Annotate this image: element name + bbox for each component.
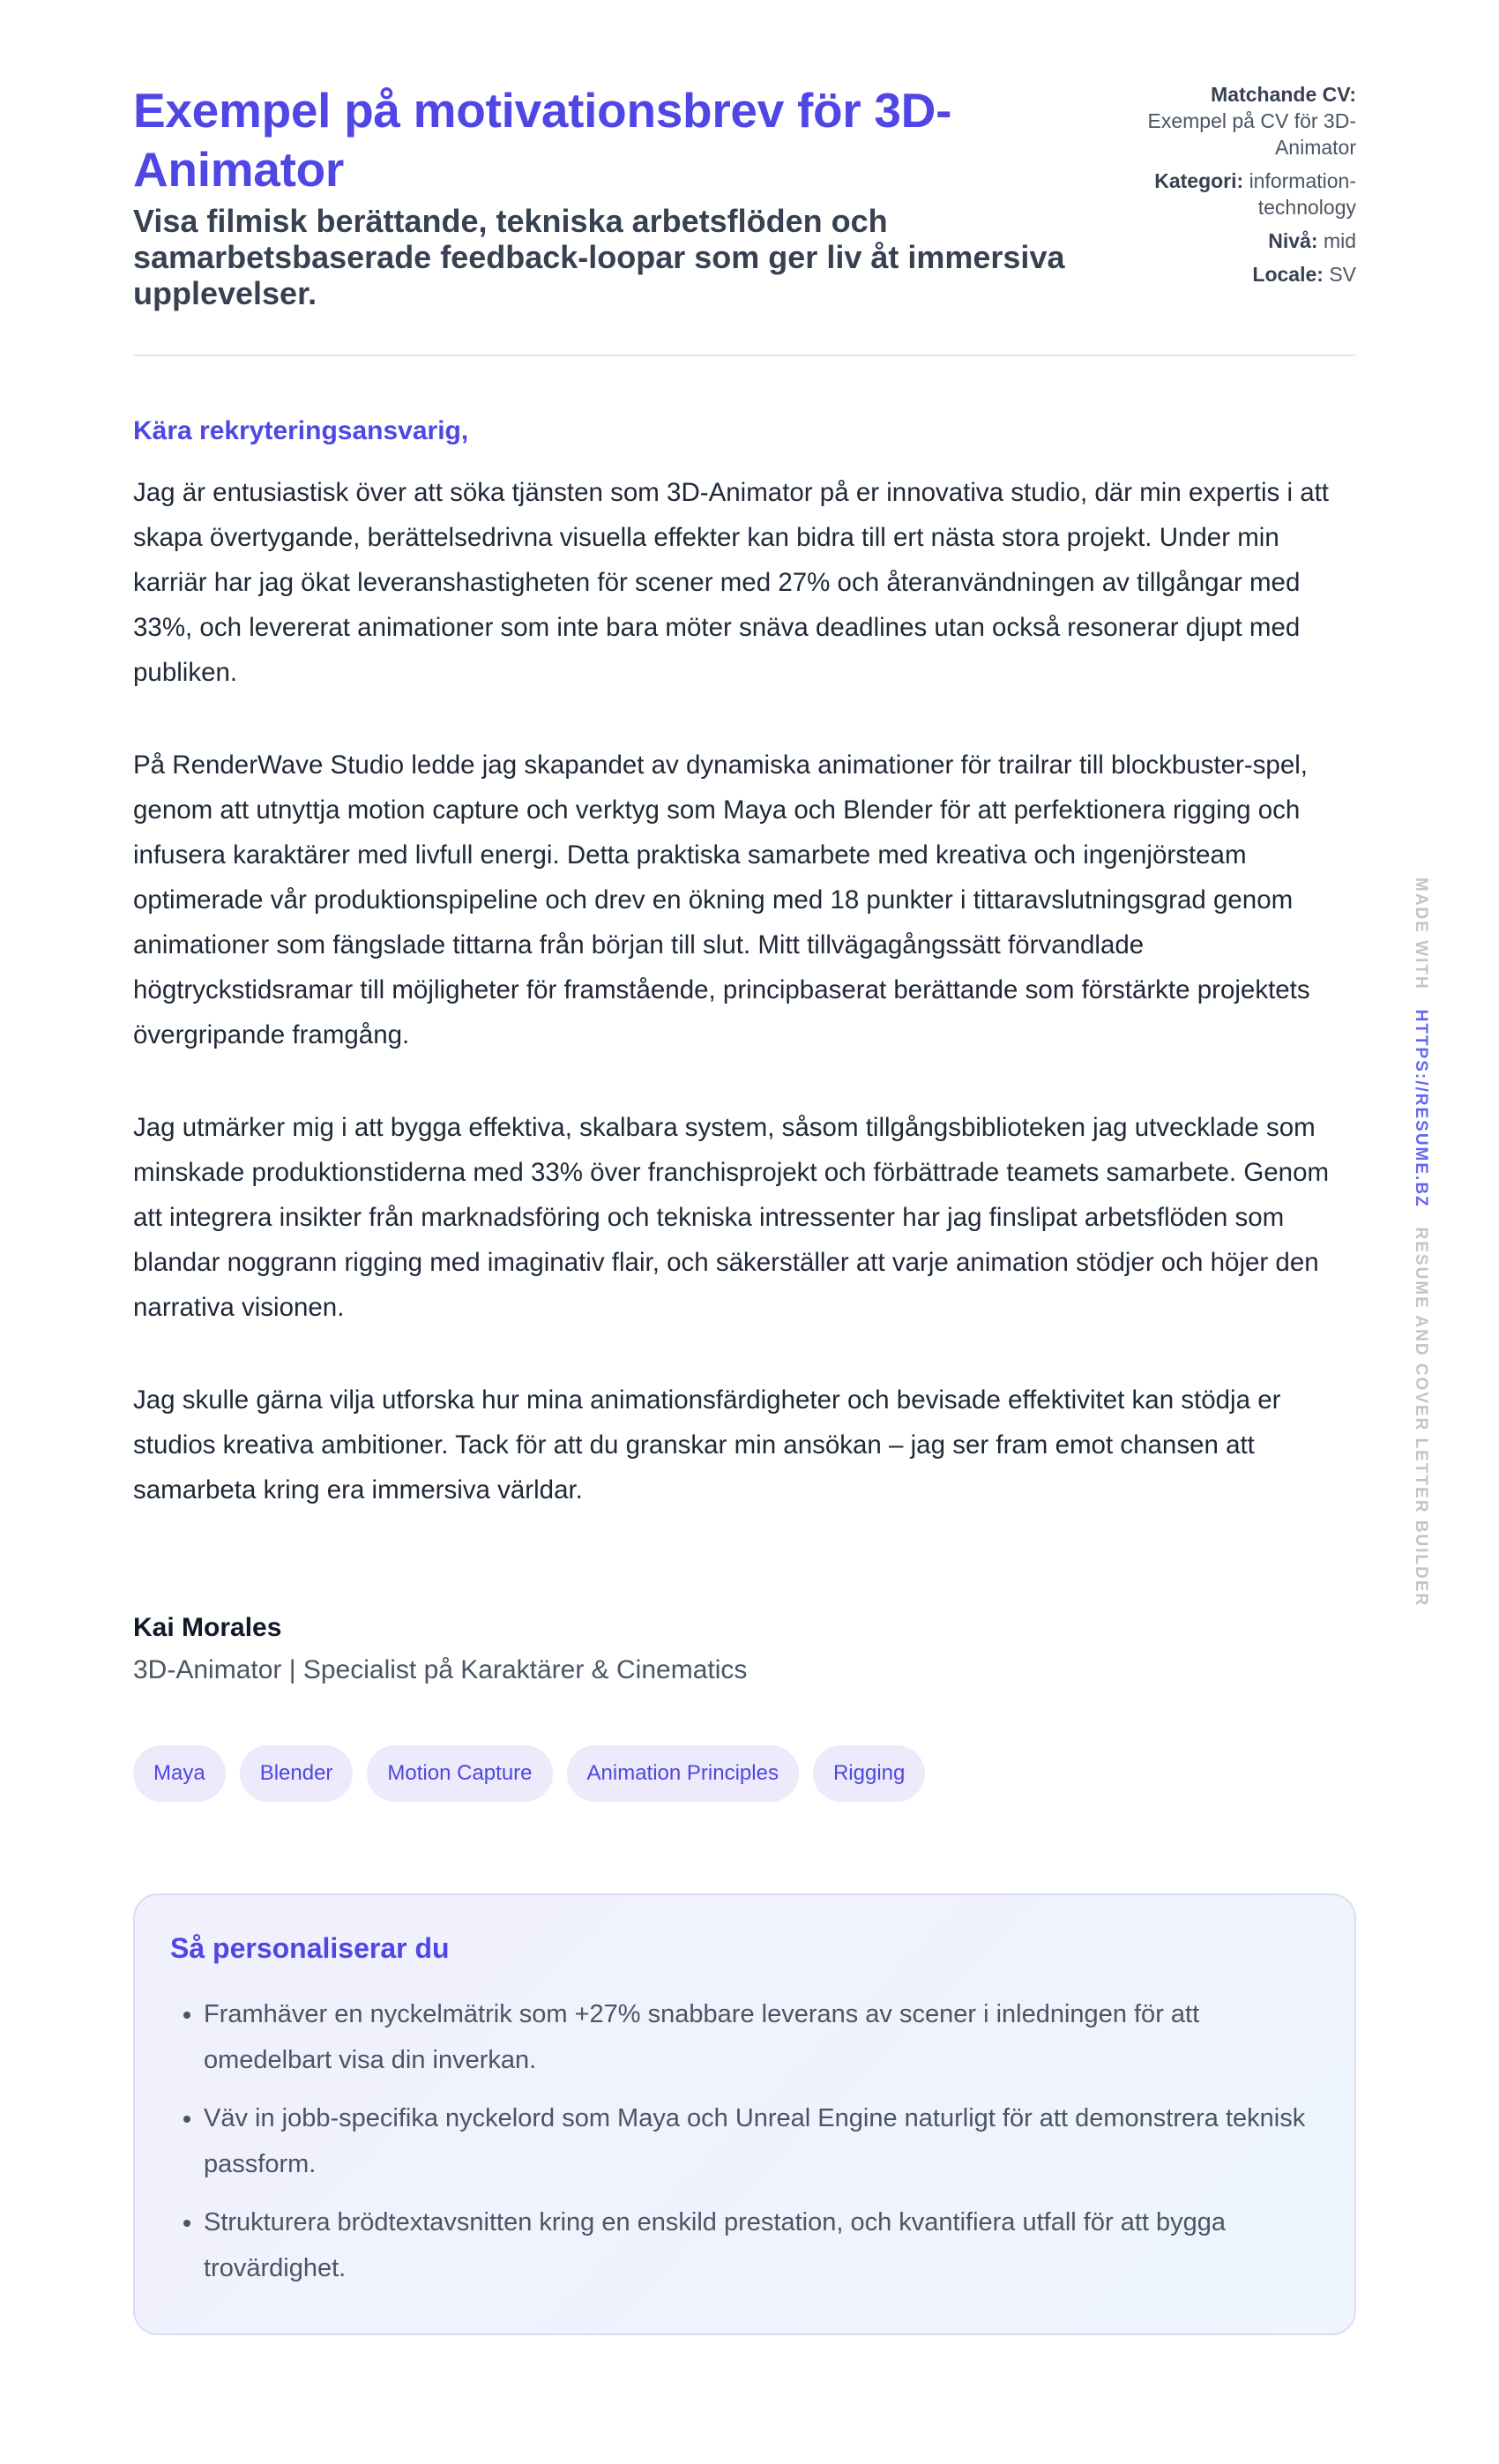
skill-tag: Animation Principles <box>567 1745 799 1802</box>
watermark-suffix: RESUME AND COVER LETTER BUILDER <box>1412 1227 1430 1608</box>
page-subtitle: Visa filmisk berättande, tekniska arbetsflöden och samarbetsbaserade feedback-loopar som ger liv åt immersiva upplevelser. <box>133 203 1065 311</box>
letter-paragraph: Jag utmärker mig i att bygga effektiva, skalbara system, såsom tillgångsbiblioteken jag utvecklade som minskade produktionstiderna med 33% över franchisprojekt och förbättrade teamets samarbete. Genom att integrera insikter från marknadsföring och tekniska intressenter har jag finslipat arbetsflöden som blandar noggrann rigging med imaginativ flair, och säkerställer att varje animation stödjer och höjer den narrativa visionen. <box>133 1113 1330 1322</box>
meta-value: mid <box>1323 229 1356 252</box>
skill-tag: Motion Capture <box>367 1745 552 1802</box>
meta-label: Kategori: <box>1154 169 1244 192</box>
tip-item: • Framhäver en nyckelmätrik som +27% snabbare leverans av scener i inledningen för att omedelbart visa din inverkan. <box>204 1991 1319 2083</box>
letter-greeting: Kära rekryteringsansvarig, <box>133 416 469 445</box>
meta-label: Locale: <box>1252 263 1324 286</box>
tip-item: • Väv in jobb-specifika nyckelord som Maya och Unreal Engine naturligt för att demonstrera teknisk passform. <box>204 2095 1319 2187</box>
tips-title: Så personaliserar du <box>170 1932 450 1964</box>
skill-tag: Maya <box>133 1745 226 1802</box>
page-title: Exempel på motivationsbrev för 3D-Animator <box>133 83 952 197</box>
meta-value[interactable]: Exempel på CV för 3D-Animator <box>1147 109 1356 159</box>
meta-label: Nivå: <box>1268 229 1318 252</box>
meta-value: SV <box>1329 263 1356 286</box>
meta-matching-cv <box>1103 81 1356 161</box>
header <box>133 0 1356 356</box>
letter-paragraph: På RenderWave Studio ledde jag skapandet av dynamiska animationer för trailrar till blockbuster-spel, genom att utnyttja motion capture och verktyg som Maya och Blender för att perfektionera rigging och infusera karaktärer med livfull energi. Detta praktiska samarbete med kreativa och ingenjörsteam optimerade vår produktionspipeline och drev en ökning med 18 punkter i tittaravslutningsgrad genom animationer som fängslade tittarna från början till slut. Mitt tillvägagångssätt förvandlade högtryckstidsramar till möjligheter för framstående, principbaserat berättande som förstärkte projektets övergripande framgång. <box>133 750 1310 1049</box>
meta-locale <box>1103 261 1356 287</box>
skill-tag: Blender <box>240 1745 354 1802</box>
meta-label: Matchande CV: <box>1211 83 1356 106</box>
skill-tag: Rigging <box>813 1745 925 1802</box>
signature-name: Kai Morales <box>133 1613 282 1642</box>
watermark-prefix: MADE WITH <box>1412 877 1430 990</box>
meta-level <box>1103 228 1356 254</box>
skill-tags <box>133 1745 1356 1802</box>
watermark <box>1411 877 1430 1607</box>
meta-category <box>1103 168 1356 220</box>
title-block <box>133 81 1103 355</box>
personalization-tips <box>133 1893 1356 2335</box>
cover-letter-page <box>133 0 1356 2335</box>
tips-list <box>170 1991 1319 2291</box>
letter-paragraph: Jag skulle gärna vilja utforska hur mina animationsfärdigheter och bevisade effektivitet kan stödja er studios kreativa ambitioner. Tack för att du granskar min ansökan – jag ser fram emot chansen att samarbeta kring era immersiva världar. <box>133 1385 1281 1505</box>
meta-value: information-technology <box>1249 169 1356 219</box>
letter-paragraph: Jag är entusiastisk över att söka tjänsten som 3D-Animator på er innovativa studio, där min expertis i att skapa övertygande, berättelsedrivna visuella effekter kan bidra till ert nästa stora projekt. Under min karriär har jag ökat leveranshastigheten för scener med 27% och återanvändningen av tillgångar med 33%, och levererat animationer som inte bara möter snäva deadlines utan också resonerar djupt med publiken. <box>133 478 1329 687</box>
tip-item: • Strukturera brödtextavsnitten kring en enskild prestation, och kvantifiera utfall för att bygga trovärdighet. <box>204 2199 1319 2291</box>
meta-info <box>1103 81 1356 355</box>
watermark-link[interactable]: HTTPS://RESUME.BZ <box>1412 1009 1430 1208</box>
signature-role: 3D-Animator | Specialist på Karaktärer & Cinematics <box>133 1655 748 1684</box>
